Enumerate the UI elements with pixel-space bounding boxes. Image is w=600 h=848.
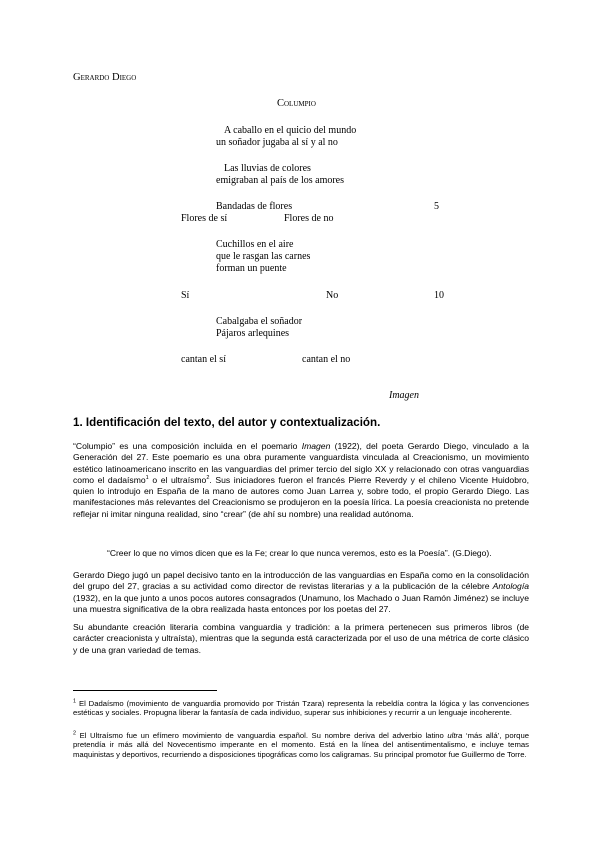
- poem-line: A caballo en el quicio del mundo: [224, 125, 357, 136]
- poem-line: cantan el no: [302, 354, 351, 365]
- quote: “Creer lo que no vimos dicen que es la Fe; crear lo que nunca veremos, esto es la Poesía”. (G.Diego).: [107, 548, 492, 558]
- poem-line: Flores de sí: [181, 213, 228, 224]
- poem-line: Sí: [181, 290, 190, 301]
- poem-line-number: 10: [434, 290, 444, 301]
- poem-line: Flores de no: [284, 213, 334, 224]
- poem-line: Las lluvias de colores: [224, 163, 311, 174]
- poem-line-number: 5: [434, 201, 439, 212]
- paragraph-work: Su abundante creación literaria combina vanguardia y tradición: a la primera pertenecen sus primeros libros (de carácter creacionista y ultraísta), mientras que la segunda está caracterizada por el uso de una métrica de corte clásico y de una gran variedad de temas.: [73, 622, 529, 655]
- poem-title: Columpio: [277, 98, 316, 109]
- poem-line: un soñador jugaba al sí y al no: [216, 137, 338, 148]
- poem-line: cantan el sí: [181, 354, 226, 365]
- poem-line: que le rasgan las carnes: [216, 251, 311, 262]
- poem-line: Cuchillos en el aire: [216, 239, 294, 250]
- poem-line: forman un puente: [216, 263, 287, 274]
- section-heading: 1. Identificación del texto, del autor y contextualización.: [73, 416, 381, 429]
- footnote-1: $^1$ El Dadaísmo (movimiento de vanguardia promovido por Tristán Tzara) representa la rebeldía contra la lógica y las convenciones estéticas y sociales. Propugna liberar la fantasía de cada individuo, superar sus inhibiciones y recurrir a un lenguaje incoherente.: [73, 698, 529, 718]
- poem-line: Bandadas de flores: [216, 201, 293, 212]
- footnote-ref[interactable]: 1: [145, 475, 149, 482]
- poem-line: No: [326, 290, 339, 301]
- footnote-divider: [73, 690, 217, 691]
- paragraph-intro: “Columpio” es una composición incluida en el poemario Imagen (1922), del poeta Gerardo Diego, vinculado a la Generación del 27. Este poemario es una obra puramente vanguardista vinculada al Creacionismo, un movimiento estético latinoamericano inscrito en las vanguardias del primer tercio del siglo XX y relacionado con otras vanguardias como el dadaísmo$^1$ o el ultraísmo$^2$. Sus iniciadores fueron el francés Pierre Reverdy y el chileno Vicente Huidobro, quien lo introdujo en España de la mano de autores como Juan Larrea y, sobre todo, el propio Gerardo Diego. Las manifestaciones más relevantes del Creacionismo se produjeron en la poesía lírica. La poesía creacionista no pretende reflejar ni imitar ninguna realidad, sino “crear” (de ahí su nombre) una realidad autónoma.: [73, 441, 530, 519]
- poem-line: Cabalgaba el soñador: [216, 316, 303, 327]
- paragraph-role: Gerardo Diego jugó un papel decisivo tanto en la introducción de las vanguardias en España como en la consolidación del grupo del 27, gracias a su actividad como director de revistas literarias y a la publicación de la célebre Antología (1932), en la que junto a unos pocos autores consagrados (Unamuno, los Machado o Juan Ramón Jiménez) se incluye una muestra significativa de la obra realizada hasta entonces por los poetas del 27.: [73, 570, 529, 614]
- poem-line: Pájaros arlequines: [216, 328, 290, 339]
- author-name: Gerardo Diego: [73, 72, 137, 83]
- footnote-ref[interactable]: 2: [206, 475, 210, 482]
- footnote-2: $^2$ El Ultraísmo fue un efímero movimiento de vanguardia español. Su nombre deriva del adverbio latino ultra ‘más allá’, porque pretendía ir más allá del Novecentismo imperante en el momento. Está en la línea del antisentimentalismo, e incluye temas maquinistas y deportivos, recurriendo a disposiciones tipográficas como los caligramas. Su principal promotor fue Guillermo de Torre.: [73, 730, 529, 759]
- poem-line: emigraban al país de los amores: [216, 175, 345, 186]
- poem-source: Imagen: [389, 390, 419, 401]
